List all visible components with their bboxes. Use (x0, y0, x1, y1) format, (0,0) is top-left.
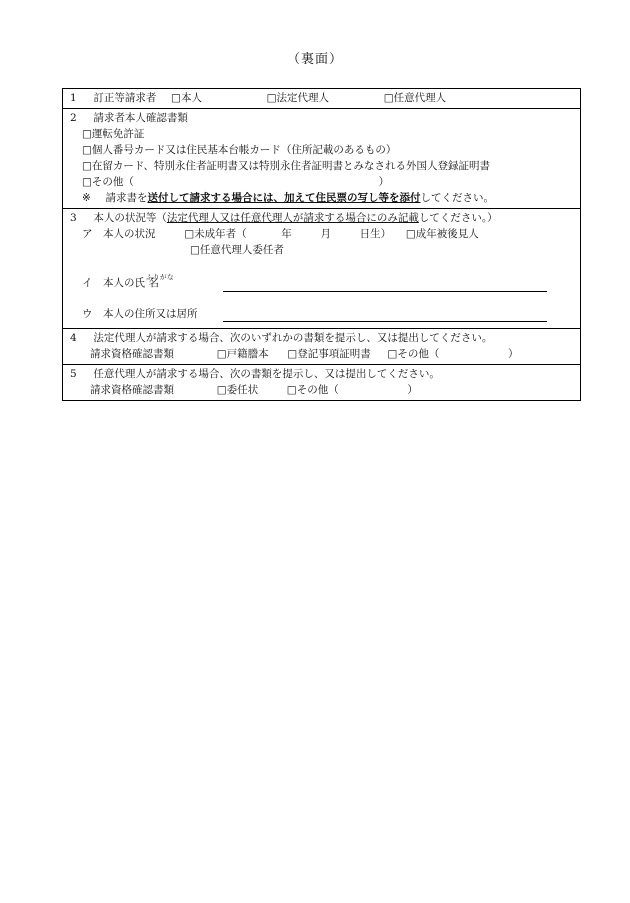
section-number: 2 (70, 112, 77, 124)
section-requester (63, 89, 580, 108)
status-label: 本人の状況等（ (93, 212, 167, 224)
section-number: 3 (70, 212, 77, 224)
checkbox-self[interactable]: □本人 (171, 92, 202, 104)
checkbox-drivers-license[interactable]: □運転免許証 (82, 128, 145, 140)
voluntary-agent-instruction: 任意代理人が請求する場合、次の書類を提示し、又は提出してください。 (93, 368, 440, 380)
checkbox-other-id[interactable]: □その他（ (82, 176, 134, 188)
requester-label: 訂正等請求者 (93, 92, 157, 104)
checkbox-voluntary-principal[interactable]: □任意代理人委任者 (190, 244, 284, 256)
checkbox-registry-certificate[interactable]: □登記事項証明書 (287, 348, 371, 360)
note-text-emphasis: 送付して請求する場合には、加えて住民票の写し等を添付 (147, 192, 421, 204)
section-id-documents (63, 108, 580, 208)
furigana-label: ふりがな (146, 273, 174, 281)
mail-note (70, 190, 580, 206)
note-text-a: 請求書を (105, 192, 148, 204)
checkbox-power-of-attorney[interactable]: □委任状 (216, 384, 259, 396)
section-person-status (63, 208, 580, 328)
section-legal-agent-docs (63, 328, 580, 364)
birth-day-label: 日生） (359, 228, 392, 240)
checkbox-minor[interactable]: □未成年者（ (184, 228, 247, 240)
section-number: 5 (70, 368, 77, 380)
section-voluntary-agent-docs (63, 364, 580, 400)
other-voluntary-close: ） (407, 384, 418, 396)
id-documents-label: 請求者本人確認書類 (93, 112, 188, 124)
birth-month-label: 月 (320, 228, 331, 240)
checkbox-legal-agent[interactable]: □法定代理人 (266, 92, 330, 104)
checkbox-adult-ward[interactable]: □成年被後見人 (405, 228, 479, 240)
name-label: イ 本人の氏 名 (82, 277, 159, 289)
checkbox-voluntary-agent[interactable]: □任意代理人 (383, 92, 447, 104)
section-number: 4 (70, 332, 77, 344)
checkbox-family-register[interactable]: □戸籍謄本 (216, 348, 269, 360)
status-label-end: してください。） (418, 212, 498, 224)
qualification-docs-label: 請求資格確認書類 (90, 348, 174, 360)
section-number: 1 (70, 92, 77, 104)
note-mark: ※ (82, 192, 91, 204)
other-legal-close: ） (508, 348, 519, 360)
checkbox-residence-card[interactable]: □在留カード、特別永住者証明書又は特別永住者証明書とみなされる外国人登録証明書 (82, 160, 490, 172)
qualification-docs-label: 請求資格確認書類 (90, 384, 174, 396)
status-a-label: ア 本人の状況 (82, 228, 156, 240)
status-label-underlined: 法定代理人又は任意代理人が請求する場合にのみ記載 (166, 212, 419, 224)
note-text-c: してください。 (420, 192, 494, 204)
birth-year-label: 年 (281, 228, 292, 240)
address-input-line[interactable] (223, 321, 547, 322)
page-title: （裏面） (286, 52, 343, 67)
other-id-close: ） (378, 176, 390, 188)
checkbox-my-number-card[interactable]: □個人番号カード又は住民基本台帳カード（住所記載のあるもの） (82, 144, 397, 156)
request-form (62, 88, 581, 401)
checkbox-other-voluntary[interactable]: □その他（ (286, 384, 339, 396)
legal-agent-instruction: 法定代理人が請求する場合、次のいずれかの書類を提示し、又は提出してください。 (93, 332, 493, 344)
address-label: ウ 本人の住所又は居所 (82, 308, 198, 320)
checkbox-other-legal[interactable]: □その他（ (387, 348, 440, 360)
